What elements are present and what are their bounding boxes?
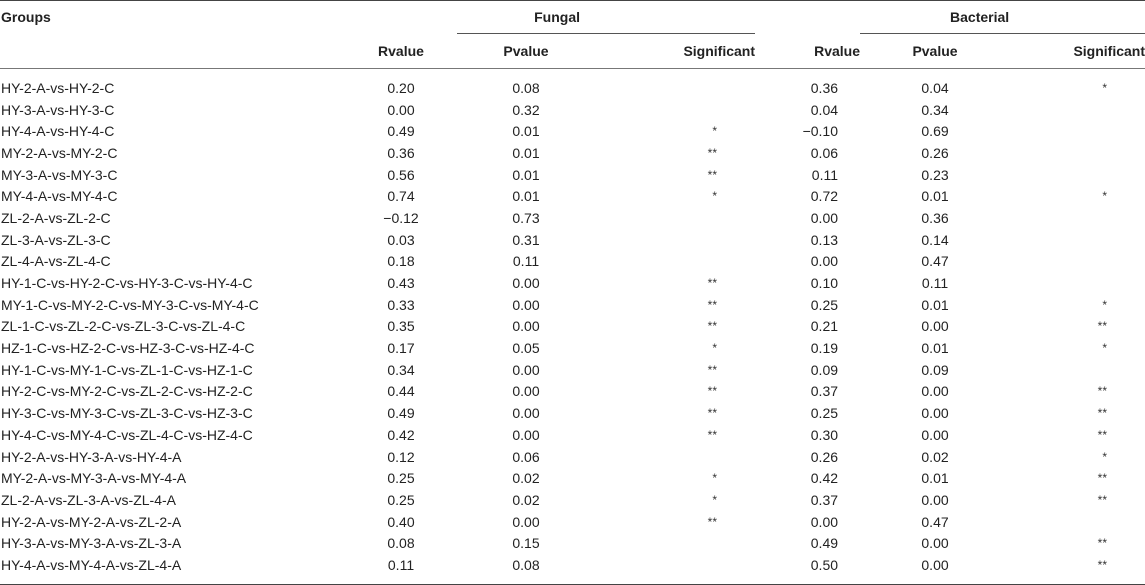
fungal-significance-cell: **	[707, 297, 718, 312]
fungal-pvalue-cell: 0.01	[512, 188, 540, 205]
table-row	[0, 164, 1145, 186]
fungal-significance-cell: *	[712, 492, 718, 507]
bacterial-rvalue-header: Rvalue	[755, 34, 860, 69]
fungal-significance-cell: **	[707, 167, 718, 182]
table-row	[0, 272, 1145, 294]
bacterial-rvalue-cell: 0.11	[811, 166, 839, 183]
fungal-pvalue-cell: 0.00	[512, 275, 540, 292]
bacterial-pvalue-cell: 0.69	[921, 123, 949, 140]
fungal-pvalue-cell: 0.02	[512, 470, 540, 487]
group-name-cell: ZL-1-C-vs-ZL-2-C-vs-ZL-3-C-vs-ZL-4-C	[1, 318, 246, 335]
fungal-group-spacer	[345, 1, 457, 34]
bacterial-rvalue-cell: 0.25	[810, 296, 839, 313]
bacterial-group-header: Bacterial	[860, 1, 1145, 34]
bacterial-pvalue-header: Pvalue	[860, 34, 1010, 69]
fungal-rvalue-cell: 0.74	[387, 188, 415, 205]
fungal-rvalue-header: Rvalue	[345, 34, 457, 69]
fungal-pvalue-header: Pvalue	[457, 34, 595, 69]
fungal-pvalue-cell: 0.01	[512, 123, 540, 140]
bacterial-pvalue-cell: 0.11	[921, 275, 949, 292]
table-row	[0, 511, 1145, 533]
fungal-significance-cell	[595, 446, 755, 468]
bacterial-significance-cell	[1010, 99, 1145, 121]
group-name-cell: ZL-2-A-vs-ZL-2-C	[1, 209, 111, 226]
bacterial-rvalue-cell: 0.00	[810, 209, 839, 226]
bacterial-significance-cell	[1010, 120, 1145, 142]
fungal-rvalue-cell: 0.11	[387, 556, 415, 573]
fungal-pvalue-cell: 0.73	[512, 209, 540, 226]
bacterial-rvalue-cell: 0.30	[810, 426, 839, 443]
group-name-cell: HY-2-A-vs-MY-2-A-vs-ZL-2-A	[1, 513, 182, 530]
fungal-significance-cell	[595, 69, 755, 99]
bacterial-pvalue-cell: 0.00	[921, 318, 949, 335]
bacterial-rvalue-cell: 0.13	[810, 231, 839, 248]
bacterial-group-spacer	[755, 1, 860, 34]
bacterial-pvalue-cell: 0.23	[921, 166, 949, 183]
group-name-cell: ZL-4-A-vs-ZL-4-C	[1, 253, 111, 270]
bacterial-rvalue-cell: 0.21	[810, 318, 839, 335]
fungal-significance-cell	[595, 229, 755, 251]
bacterial-significance-cell	[1010, 272, 1145, 294]
bacterial-significance-cell: **	[1097, 492, 1108, 507]
fungal-significance-cell	[595, 554, 755, 576]
fungal-significance-cell	[595, 99, 755, 121]
bacterial-rvalue-cell: 0.10	[810, 275, 839, 292]
fungal-rvalue-cell: 0.35	[387, 318, 415, 335]
group-name-cell: HY-2-C-vs-MY-2-C-vs-ZL-2-C-vs-HZ-2-C	[1, 383, 253, 400]
bacterial-significance-cell	[1010, 164, 1145, 186]
group-name-cell: HY-3-A-vs-HY-3-C	[1, 101, 115, 118]
fungal-pvalue-cell: 0.01	[512, 166, 540, 183]
bacterial-rvalue-cell: 0.09	[810, 361, 839, 378]
bacterial-significance-cell	[1010, 359, 1145, 381]
table-row	[0, 467, 1145, 489]
table-bottom-rule	[0, 576, 1145, 585]
fungal-rvalue-cell: 0.00	[387, 101, 415, 118]
fungal-rvalue-cell: 0.40	[387, 513, 415, 530]
fungal-significance-cell	[595, 532, 755, 554]
bacterial-pvalue-cell: 0.09	[921, 361, 949, 378]
table-row	[0, 337, 1145, 359]
group-name-cell: HY-3-A-vs-MY-3-A-vs-ZL-3-A	[1, 535, 182, 552]
group-name-cell: ZL-3-A-vs-ZL-3-C	[1, 231, 111, 248]
table-row	[0, 424, 1145, 446]
fungal-pvalue-cell: 0.00	[512, 426, 540, 443]
table-row	[0, 69, 1145, 99]
bacterial-pvalue-cell: 0.14	[921, 231, 949, 248]
fungal-significant-header: Significant	[595, 34, 755, 69]
fungal-pvalue-cell: 0.00	[512, 318, 540, 335]
fungal-rvalue-cell: 0.33	[387, 296, 415, 313]
fungal-pvalue-cell: 0.31	[512, 231, 540, 248]
fungal-pvalue-cell: 0.01	[512, 144, 540, 161]
groups-header: Groups	[0, 1, 345, 34]
bacterial-significance-cell: *	[1102, 189, 1108, 204]
table-row	[0, 294, 1145, 316]
table-row	[0, 142, 1145, 164]
fungal-pvalue-cell: 0.06	[512, 448, 540, 465]
bacterial-pvalue-cell: 0.47	[921, 253, 949, 270]
bacterial-pvalue-cell: 0.01	[921, 188, 949, 205]
fungal-pvalue-cell: 0.15	[512, 535, 540, 552]
fungal-rvalue-cell: 0.44	[387, 383, 415, 400]
table-row	[0, 381, 1145, 403]
group-name-cell: HZ-1-C-vs-HZ-2-C-vs-HZ-3-C-vs-HZ-4-C	[1, 340, 255, 357]
fungal-rvalue-cell: 0.36	[387, 144, 415, 161]
fungal-significance-cell: **	[707, 276, 718, 291]
bacterial-pvalue-cell: 0.36	[921, 209, 949, 226]
fungal-pvalue-cell: 0.05	[512, 340, 540, 357]
bacterial-significance-cell: *	[1102, 297, 1108, 312]
table-header	[0, 1, 1145, 69]
table-row	[0, 316, 1145, 338]
fungal-rvalue-cell: 0.08	[387, 535, 415, 552]
bacterial-pvalue-cell: 0.26	[921, 144, 949, 161]
bacterial-rvalue-cell: −0.10	[802, 123, 839, 140]
group-name-cell: MY-2-A-vs-MY-3-A-vs-MY-4-A	[1, 470, 187, 487]
fungal-rvalue-cell: 0.49	[387, 123, 415, 140]
fungal-significance-cell	[595, 207, 755, 229]
table-row	[0, 402, 1145, 424]
fungal-pvalue-cell: 0.00	[512, 405, 540, 422]
bacterial-significance-cell	[1010, 251, 1145, 273]
group-name-cell: HY-1-C-vs-MY-1-C-vs-ZL-1-C-vs-HZ-1-C	[1, 361, 253, 378]
fungal-significance-cell: **	[707, 514, 718, 529]
fungal-significance-cell: *	[712, 471, 718, 486]
bacterial-rvalue-cell: 0.06	[810, 144, 839, 161]
bacterial-significance-cell: **	[1097, 427, 1108, 442]
bottom-rule-line	[0, 576, 1145, 585]
fungal-pvalue-cell: 0.00	[512, 383, 540, 400]
bacterial-pvalue-cell: 0.34	[921, 101, 949, 118]
table-row	[0, 120, 1145, 142]
fungal-rvalue-cell: 0.49	[387, 405, 415, 422]
bacterial-rvalue-cell: 0.37	[810, 491, 839, 508]
table-row	[0, 99, 1145, 121]
fungal-pvalue-cell: 0.08	[512, 79, 540, 96]
fungal-rvalue-cell: 0.34	[387, 361, 415, 378]
bacterial-rvalue-cell: 0.19	[810, 340, 839, 357]
fungal-significance-cell: *	[712, 124, 718, 139]
fungal-significance-cell: **	[707, 406, 718, 421]
bacterial-significance-cell	[1010, 142, 1145, 164]
table-row	[0, 554, 1145, 576]
bacterial-significance-cell: **	[1097, 406, 1108, 421]
table-row	[0, 359, 1145, 381]
groups-subheader-blank	[0, 34, 345, 69]
bacterial-pvalue-cell: 0.01	[921, 296, 949, 313]
group-name-cell: MY-1-C-vs-MY-2-C-vs-MY-3-C-vs-MY-4-C	[1, 296, 259, 313]
bacterial-rvalue-cell: 0.26	[810, 448, 839, 465]
bacterial-rvalue-cell: 0.37	[810, 383, 839, 400]
fungal-significance-cell: **	[707, 362, 718, 377]
fungal-rvalue-cell: 0.18	[387, 253, 415, 270]
bacterial-significance-cell: *	[1102, 80, 1108, 95]
fungal-significance-cell: *	[712, 189, 718, 204]
bacterial-pvalue-cell: 0.04	[921, 79, 949, 96]
fungal-pvalue-cell: 0.11	[512, 253, 540, 270]
bacterial-rvalue-cell: 0.42	[810, 470, 839, 487]
table-row	[0, 532, 1145, 554]
fungal-significance-cell	[595, 251, 755, 273]
bacterial-rvalue-cell: 0.25	[810, 405, 839, 422]
bacterial-significance-cell	[1010, 207, 1145, 229]
table-row	[0, 489, 1145, 511]
bacterial-pvalue-cell: 0.00	[921, 405, 949, 422]
bacterial-significance-cell: *	[1102, 449, 1108, 464]
group-name-cell: MY-3-A-vs-MY-3-C	[1, 166, 118, 183]
fungal-significance-cell: **	[707, 427, 718, 442]
bacterial-significance-cell	[1010, 511, 1145, 533]
table-row	[0, 446, 1145, 468]
group-name-cell: HY-4-A-vs-MY-4-A-vs-ZL-4-A	[1, 556, 182, 573]
fungal-rvalue-cell: 0.12	[387, 448, 415, 465]
bacterial-significance-cell: **	[1097, 557, 1108, 572]
fungal-rvalue-cell: 0.03	[387, 231, 415, 248]
bacterial-pvalue-cell: 0.02	[921, 448, 949, 465]
group-name-cell: HY-4-C-vs-MY-4-C-vs-ZL-4-C-vs-HZ-4-C	[1, 426, 253, 443]
fungal-pvalue-cell: 0.32	[512, 101, 540, 118]
group-name-cell: HY-3-C-vs-MY-3-C-vs-ZL-3-C-vs-HZ-3-C	[1, 405, 253, 422]
fungal-significance-cell: **	[707, 384, 718, 399]
bacterial-significance-cell	[1010, 229, 1145, 251]
group-name-cell: HY-2-A-vs-HY-2-C	[1, 79, 115, 96]
bacterial-significance-cell: **	[1097, 536, 1108, 551]
bacterial-pvalue-cell: 0.00	[921, 426, 949, 443]
fungal-pvalue-cell: 0.00	[512, 361, 540, 378]
fungal-rvalue-cell: 0.56	[387, 166, 415, 183]
group-name-cell: MY-2-A-vs-MY-2-C	[1, 144, 118, 161]
bacterial-significance-cell: *	[1102, 341, 1108, 356]
fungal-pvalue-cell: 0.00	[512, 513, 540, 530]
fungal-pvalue-cell: 0.00	[512, 296, 540, 313]
bacterial-rvalue-cell: 0.00	[810, 513, 839, 530]
bacterial-rvalue-cell: 0.49	[810, 535, 839, 552]
group-name-cell: MY-4-A-vs-MY-4-C	[1, 188, 118, 205]
bacterial-significance-cell: **	[1097, 471, 1108, 486]
fungal-rvalue-cell: 0.25	[387, 491, 415, 508]
bacterial-pvalue-cell: 0.01	[921, 340, 949, 357]
bacterial-significance-cell: **	[1097, 384, 1108, 399]
bacterial-pvalue-cell: 0.00	[921, 491, 949, 508]
bacterial-pvalue-cell: 0.01	[921, 470, 949, 487]
bacterial-rvalue-cell: 0.50	[810, 556, 839, 573]
bacterial-rvalue-cell: 0.72	[810, 188, 839, 205]
bacterial-pvalue-cell: 0.00	[921, 556, 949, 573]
bacterial-rvalue-cell: 0.36	[810, 79, 839, 96]
bacterial-rvalue-cell: 0.00	[810, 253, 839, 270]
table-row	[0, 185, 1145, 207]
fungal-rvalue-cell: 0.17	[387, 340, 415, 357]
group-name-cell: HY-1-C-vs-HY-2-C-vs-HY-3-C-vs-HY-4-C	[1, 275, 253, 292]
fungal-group-header: Fungal	[457, 1, 755, 34]
fungal-rvalue-cell: −0.12	[383, 209, 419, 226]
fungal-pvalue-cell: 0.08	[512, 556, 540, 573]
bacterial-significance-cell: **	[1097, 319, 1108, 334]
fungal-significance-cell: **	[707, 145, 718, 160]
fungal-pvalue-cell: 0.02	[512, 491, 540, 508]
fungal-rvalue-cell: 0.25	[387, 470, 415, 487]
bacterial-significant-header: Significant	[1010, 34, 1145, 69]
fungal-rvalue-cell: 0.42	[387, 426, 415, 443]
group-name-cell: HY-2-A-vs-HY-3-A-vs-HY-4-A	[1, 448, 182, 465]
group-name-cell: HY-4-A-vs-HY-4-C	[1, 123, 115, 140]
fungal-significance-cell: **	[707, 319, 718, 334]
bacterial-pvalue-cell: 0.00	[921, 535, 949, 552]
fungal-significance-cell: *	[712, 341, 718, 356]
table-body	[0, 69, 1145, 585]
table-row	[0, 251, 1145, 273]
fungal-rvalue-cell: 0.20	[387, 79, 415, 96]
bacterial-rvalue-cell: 0.04	[810, 101, 839, 118]
bacterial-pvalue-cell: 0.00	[921, 383, 949, 400]
table-row	[0, 229, 1145, 251]
bacterial-pvalue-cell: 0.47	[921, 513, 949, 530]
table-row	[0, 207, 1145, 229]
fungal-rvalue-cell: 0.43	[387, 275, 415, 292]
group-name-cell: ZL-2-A-vs-ZL-3-A-vs-ZL-4-A	[1, 491, 177, 508]
